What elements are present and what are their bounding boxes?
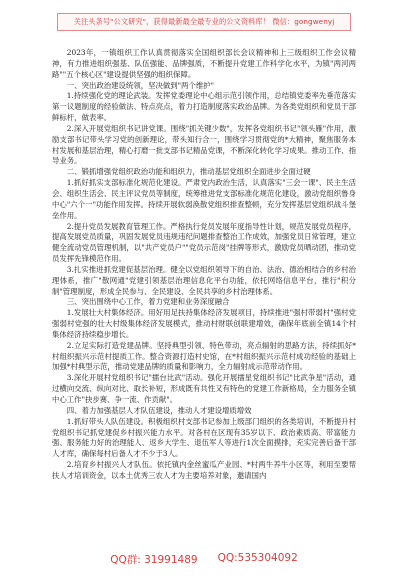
document-paragraph: 2023年，一镇组织工作认真贯彻落实全国组织部长会议精神和上三级组织工作会议精神，有力推进组织强基、队伍强能、品牌强质，不断提升党建工作科学化水平，为镇"两河两路""五个核心区"建设提供坚强的组织保障。 (52, 48, 356, 79)
promo-banner (57, 13, 351, 31)
footer-qq: QQ:535304092 (217, 552, 298, 564)
document-paragraph: 四、着力加强基层人才队伍建设，推动人才建设增质增效 (66, 405, 252, 415)
document-body (52, 48, 356, 548)
document-paragraph: 2.培育乡村振兴人才队伍。依托镇内金丝蜜瓜产业园、*村两牛养牛小区等，利用至要帮扶人才培训资金，以本土优秀三农人才为主要培养对象，邀请国内 (52, 460, 356, 480)
footer-contact (0, 552, 408, 567)
document-paragraph: 一、突出政治建设统领，坚决做到"两个维护" (66, 80, 215, 90)
document-paragraph: 1.抓好抓实支部标准化规范化建设。严肃党内政治生活，认真落实"三会一课"、民主生活会、组织生活会、民主评议党员等制度，统筹推进党支部标准化规范化建设，激动党组织鲁身中心"六个一"功能作用发挥。持续开展软弱涣散党组织排查整顿，充分发挥基层党组织战斗堡垒作用。 (52, 178, 356, 220)
document-paragraph: 1.发展壮大村集体经济。用好用足扶持集体经济发展项目，持续推进"强村带弱村"强村党强弱村党强的壮大村级集体经济发展模式，推动村财联创联建增效，确保年底前全镇14个村集体经济持续稳步增长。 (52, 308, 356, 339)
document-paragraph: 三、突出围绕中心工作，着力党建和业务深度融合 (66, 297, 230, 307)
document-paragraph: 1.抓好带头人队伍建设。积极组织村支部书记参加上级部门组织的各类培训，不断提升村党组织书记抓党建促乡村振兴能力水平。对各村在区现有35岁以下、政治素质高、带富能力强、服务能力好的治理能人、返乡大学生、退伍军人等进行1次全面摸排，充实完善后备干部人才库，确保每村后备人才不少于3人。 (52, 416, 356, 459)
document-paragraph: 1.持续强化党的理论武装。发挥党委理论中心组示范引领作用，总结镇党委率先垂范落实第一议题制度的经验做法、特点亮点，着力打造制度落实政治品牌。为各类党组织和党员干部鲜标杆，做表率。 (52, 91, 356, 123)
document-paragraph: 3.扎实推进抓党建促基层治理。健全以党组织领导下的自治、法治、德治相结合的乡村治理体系，推广"散网通"党建引领基层治理信息化平台功能，依托网络信息平台，推行"积分制"管理制度，形成全民参与、全民建设、全民共享的乡村治理体系。 (52, 264, 356, 296)
document-paragraph: 2.提升党员发展教育管理工作。严格执行党员发展年度指导性计划，规范发展党员程序，提高发展党员质量，巩固发展党员违规违纪问题排查整治工作成效，加强党员日常管理，建立健全流动党员管理机制，以"共产党员户""党员示范岗"挂牌等形式，激励党员晒动团，推动党员发挥先锋模范作用。 (52, 221, 356, 264)
footer-qq-group: QQ群: 31991489 (110, 554, 198, 566)
promo-banner-text: 关注头条号"公文研究"，获得最新最全最专业的公文资料库！ 微信：gongwenyj (73, 17, 335, 26)
document-paragraph: 2.立足实际打造党建品牌。坚持典型引领、特色带动，亮点辐射的思路方法，持续抓好*村组织振兴示范村提质工作。整合资源打造村史馆，在*村组织振兴示范村成功经验的基础上加强*村典型示范，推动党建品牌的质量和影响力，全力辐射成示范带动作用。 (52, 340, 356, 372)
document-paragraph: 2.深入开展党组织书记讲党课。围绕"抓关键少数"，发挥各党组织书记"领头雁"作用，激励支部书记带头学习党的创新理论，带头知行合一，围绕学习贯彻党的*大精神，聚焦服务本村发展和基层治理，精心打磨一批支部书记精品党课，不断深化转化学习成果。推动工作、指导业务。 (52, 123, 356, 166)
document-paragraph: 3.深化开展村党组织书记"擂台比武"活动。强化开展擂星党组织书记"比武争星"活动，通过横向交流、纵向对比、取长补短，形成既有共性又有特色的党建工作新格局，全力服务全镇中心工作"抉步赛、争一流、作贡献"。 (52, 373, 356, 404)
document-paragraph: 二、锻抓增强党组织政治功能和组织力，推动基层党组织全面进步全面过硬 (66, 167, 311, 177)
